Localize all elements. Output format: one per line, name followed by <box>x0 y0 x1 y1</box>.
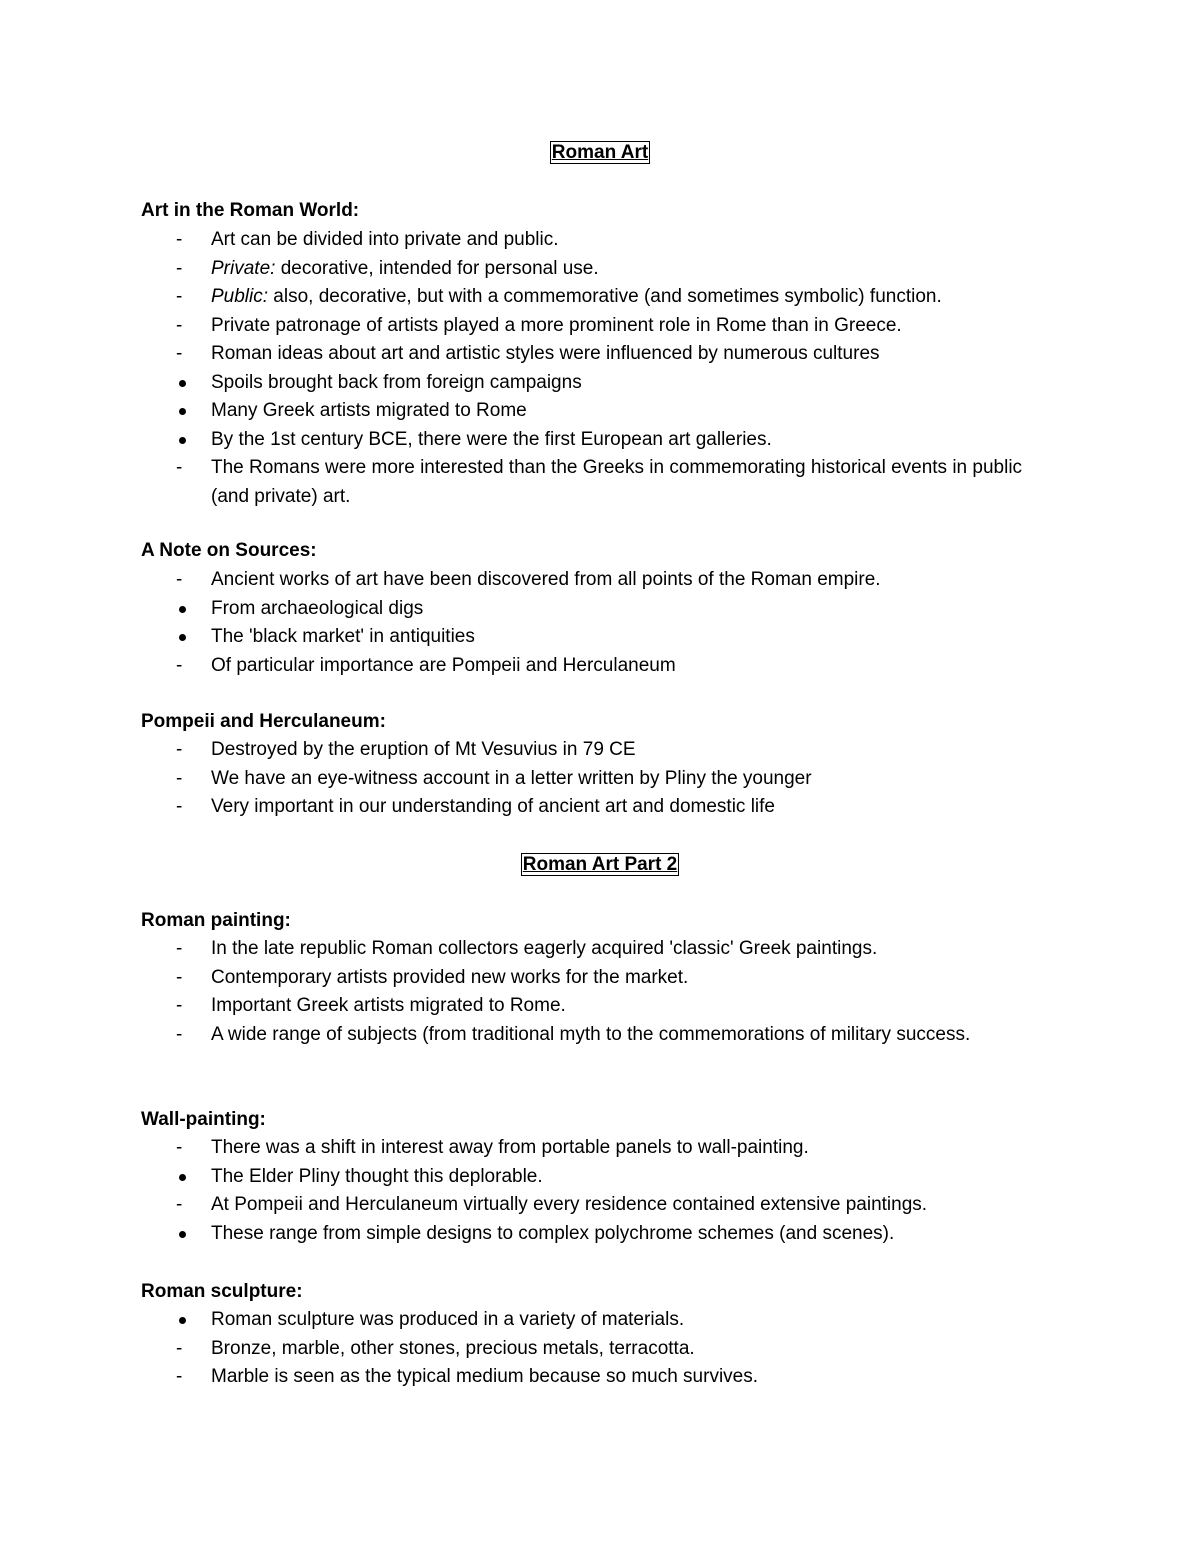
list-item <box>0 1163 1061 1192</box>
list-item <box>0 964 1061 993</box>
list-item <box>0 226 1061 255</box>
list-item <box>0 1306 1061 1335</box>
list-pompeii-herculaneum <box>0 736 1200 822</box>
list-item <box>0 255 1061 284</box>
list-item <box>0 1134 1061 1163</box>
list-item-lead: Private: <box>211 257 276 279</box>
list-item <box>0 283 1061 312</box>
subsection-heading-roman-sculpture: Roman sculpture: <box>141 1281 303 1302</box>
list-item-text: At Pompeii and Herculaneum virtually every residence contained extensive paintings. <box>211 1194 928 1215</box>
subsection-heading-note-on-sources: A Note on Sources: <box>141 540 317 561</box>
list-item-text: From archaeological digs <box>211 597 424 619</box>
list-item <box>0 652 1061 681</box>
list-item <box>0 935 1061 964</box>
subsection-heading-pompeii-herculaneum: Pompeii and Herculaneum: <box>141 711 386 732</box>
section-title-text: Roman Art Part 2 <box>522 854 678 875</box>
list-item-text: Important Greek artists migrated to Rome. <box>211 995 566 1016</box>
list-item-text: Spoils brought back from foreign campaigns <box>211 371 582 393</box>
list-item-text: The 'black market' in antiquities <box>211 626 475 647</box>
subsection-heading-art-in-roman-world: Art in the Roman World: <box>141 200 360 221</box>
list-item-text: decorative, intended for personal use. <box>275 257 599 279</box>
list-item-text: In the late republic Roman collectors eagerly acquired 'classic' Greek paintings. <box>211 938 878 959</box>
list-item-text: These range from simple designs to complex polychrome schemes (and scenes). <box>211 1222 895 1244</box>
list-item <box>0 312 1061 341</box>
list-item <box>0 765 1061 794</box>
list-item <box>0 426 1061 455</box>
list-item <box>0 1191 1061 1220</box>
list-item-text: We have an eye-witness account in a letter written by Pliny the younger <box>211 767 812 789</box>
list-item <box>0 369 1061 398</box>
list-item-text: Roman sculpture was produced in a variety of materials. <box>211 1309 685 1330</box>
list-item-text: also, decorative, but with a commemorative (and sometimes symbolic) function. <box>268 286 942 307</box>
subsection-heading-roman-painting: Roman painting: <box>141 910 291 931</box>
list-item-text: A wide range of subjects (from traditional myth to the commemorations of military success. <box>211 1023 971 1045</box>
list-item-text: Private patronage of artists played a more prominent role in Rome than in Greece. <box>211 314 902 336</box>
list-note-on-sources <box>0 566 1200 680</box>
list-art-in-roman-world <box>0 226 1200 511</box>
list-item-text: Of particular importance are Pompeii and Herculaneum <box>211 654 676 676</box>
list-item <box>0 623 1061 652</box>
list-item-text: The Romans were more interested than the Greeks in commemorating historical events in public (and private) art. <box>211 457 1023 507</box>
list-item <box>0 793 1061 822</box>
list-roman-painting <box>0 935 1200 1049</box>
list-item <box>0 454 1061 511</box>
list-item <box>0 1021 1061 1050</box>
list-item-text: Roman ideas about art and artistic styles were influenced by numerous cultures <box>211 343 880 364</box>
list-item-text: By the 1st century BCE, there were the first European art galleries. <box>211 428 772 450</box>
list-item <box>0 340 1061 369</box>
list-item-text: Destroyed by the eruption of Mt Vesuvius in 79 CE <box>211 739 636 760</box>
list-item-text: Very important in our understanding of ancient art and domestic life <box>211 796 775 817</box>
section-title-roman-art-part-2 <box>0 851 1200 879</box>
list-item <box>0 566 1061 595</box>
list-item <box>0 397 1061 426</box>
subsection-heading-wall-painting: Wall-painting: <box>141 1109 266 1130</box>
list-item-text: Marble is seen as the typical medium because so much survives. <box>211 1366 759 1387</box>
list-item-text: The Elder Pliny thought this deplorable. <box>211 1165 543 1187</box>
list-item <box>0 1363 1061 1392</box>
list-item-lead: Public: <box>211 286 269 307</box>
list-roman-sculpture <box>0 1306 1200 1392</box>
list-item-text: Art can be divided into private and public. <box>211 229 559 250</box>
list-wall-painting <box>0 1134 1200 1248</box>
list-item-text: Bronze, marble, other stones, precious metals, terracotta. <box>211 1337 695 1359</box>
section-title-text: Roman Art <box>551 142 649 163</box>
list-item <box>0 992 1061 1021</box>
list-item <box>0 1220 1061 1249</box>
section-title-roman-art <box>0 139 1200 167</box>
list-item-text: There was a shift in interest away from portable panels to wall-painting. <box>211 1137 809 1158</box>
list-item <box>0 595 1061 624</box>
list-item-text: Many Greek artists migrated to Rome <box>211 400 527 421</box>
list-item <box>0 1335 1061 1364</box>
list-item-text: Contemporary artists provided new works for the market. <box>211 966 689 988</box>
list-item <box>0 736 1061 765</box>
list-item-text: Ancient works of art have been discovered from all points of the Roman empire. <box>211 569 881 590</box>
